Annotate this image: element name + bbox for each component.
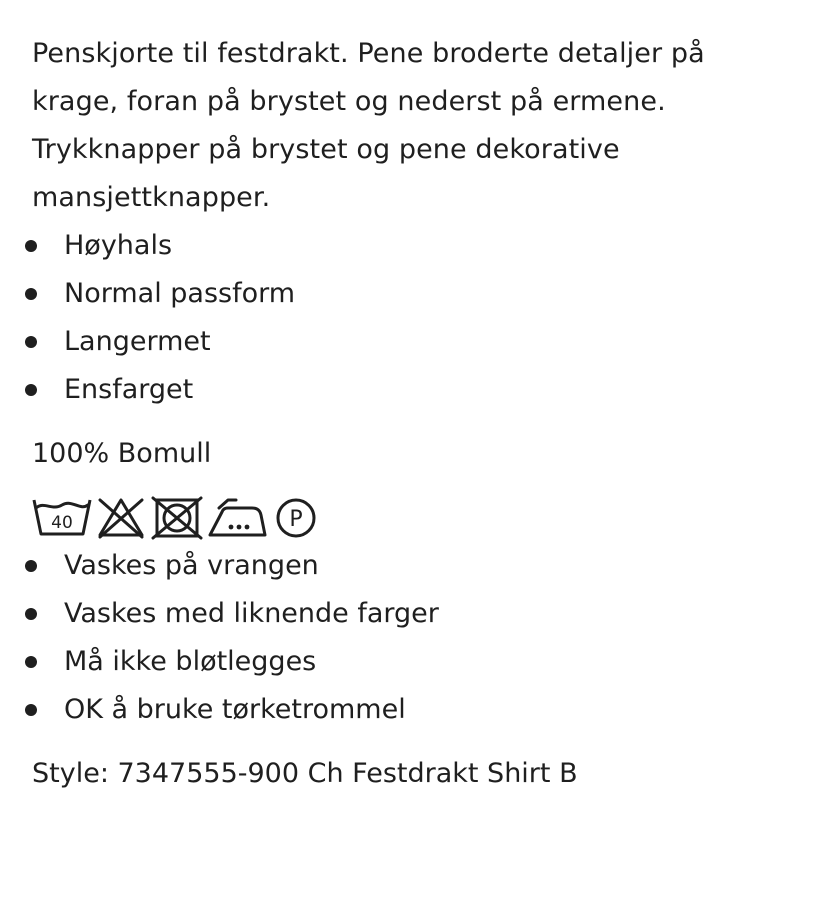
no-tumble-dry-icon bbox=[150, 496, 204, 540]
care-instruction-item: OK å bruke tørketrommel bbox=[32, 686, 792, 734]
style-number: Style: 7347555-900 Ch Festdrakt Shirt B bbox=[32, 758, 578, 789]
product-details bbox=[32, 30, 792, 798]
iron-three-dots-icon bbox=[208, 496, 270, 540]
wash-40-icon bbox=[32, 496, 92, 540]
feature-item: Normal passform bbox=[32, 270, 792, 318]
feature-list bbox=[32, 222, 792, 414]
care-symbols bbox=[32, 494, 792, 542]
feature-item: Høyhals bbox=[32, 222, 792, 270]
no-bleach-icon bbox=[96, 496, 146, 540]
care-instruction-item: Må ikke bløtlegges bbox=[32, 638, 792, 686]
dry-clean-label: P bbox=[289, 507, 303, 532]
care-instruction-item: Vaskes med liknende farger bbox=[32, 590, 792, 638]
care-instruction-list bbox=[32, 542, 792, 734]
feature-item: Ensfarget bbox=[32, 366, 792, 414]
product-description: Penskjorte til festdrakt. Pene broderte detaljer på krage, foran på brystet og nederst på ermene. Trykknapper på brystet og pene dekorative mansjettknapper. bbox=[32, 38, 705, 213]
material-composition: 100% Bomull bbox=[32, 438, 212, 469]
care-instruction-item: Vaskes på vrangen bbox=[32, 542, 792, 590]
wash-temperature-label: 40 bbox=[51, 513, 73, 533]
feature-item: Langermet bbox=[32, 318, 792, 366]
dry-clean-p-icon bbox=[274, 496, 320, 540]
